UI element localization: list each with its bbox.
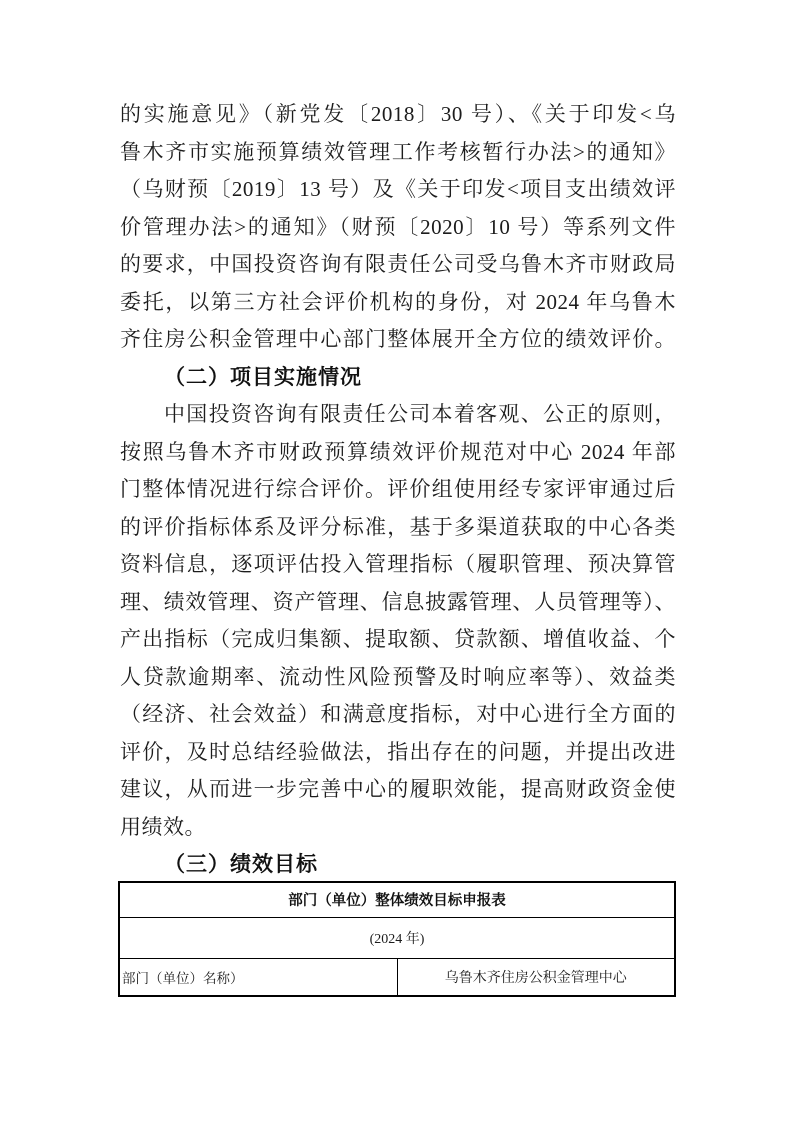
table-row [119,917,675,958]
paragraph1-line: 委托，以第三方社会评价机构的身份，对 2024 年乌鲁木 [120,289,676,314]
table-year-cell: (2024 年) [119,917,675,958]
paragraph2-line: 用绩效。 [120,814,206,839]
paragraph1-line: 的要求，中国投资咨询有限责任公司受乌鲁木齐市财政局 [120,252,676,276]
paragraph2-line: 按照乌鲁木齐市财政预算绩效评价规范对中心 2024 年部 [120,439,676,464]
paragraph2-line: 理、绩效管理、资产管理、信息披露管理、人员管理等）、 [120,589,676,614]
paragraph2-line: 的评价指标体系及评分标准，基于多渠道获取的中心各类 [120,514,676,539]
paragraph2-line: 人贷款逾期率、流动性风险预警及时响应率等）、效益类 [120,664,676,689]
text-block [120,96,676,884]
paragraph2-line: （经济、社会效益）和满意度指标，对中心进行全方面的 [120,702,676,726]
department-name-value-cell: 乌鲁木齐住房公积金管理中心 [397,958,675,996]
paragraph2-line: 中国投资咨询有限责任公司本着客观、公正的原则， [164,402,676,426]
paragraph2-line: 资料信息，逐项评估投入管理指标（履职管理、预决算管 [120,552,676,576]
department-name-label-cell: 部门（单位）名称） [119,958,397,996]
table-title-cell: 部门（单位）整体绩效目标申报表 [119,882,675,917]
paragraph1-line: （乌财预〔2019〕13 号）及《关于印发<项目支出绩效评 [120,177,676,201]
section-heading-project-implementation: （二）项目实施情况 [164,364,362,389]
table-row [119,882,675,917]
paragraph1-line: 鲁木齐市实施预算绩效管理工作考核暂行办法>的通知》 [120,139,676,164]
section-heading-performance-goal: （三）绩效目标 [164,852,318,876]
table-row [119,958,675,996]
paragraph1-line: 齐住房公积金管理中心部门整体展开全方位的绩效评价。 [120,327,676,351]
paragraph2-line: 评价，及时总结经验做法，指出存在的问题，并提出改进 [120,739,676,764]
paragraph2-line: 产出指标（完成归集额、提取额、贷款额、增值收益、个 [120,627,676,651]
paragraph1-line: 的实施意见》（新党发〔2018〕30 号）、《关于印发<乌 [120,102,676,126]
performance-goal-declaration-table [118,881,676,997]
paragraph2-line: 门整体情况进行综合评价。评价组使用经专家评审通过后 [120,477,676,501]
paragraph1-line: 价管理办法>的通知》（财预〔2020〕10 号）等系列文件 [120,214,676,239]
paragraph2-line: 建议，从而进一步完善中心的履职效能，提高财政资金使 [120,777,676,801]
